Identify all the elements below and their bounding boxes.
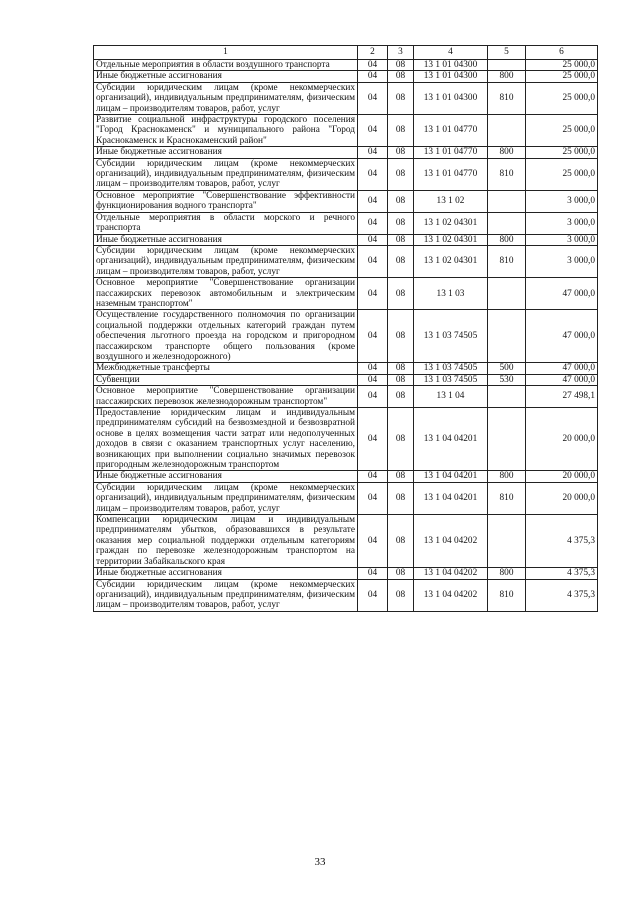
table-row [94,82,598,114]
target-article-cell: 13 1 04 04202 [414,568,488,579]
section-code-cell: 04 [358,310,388,363]
section-code-cell: 04 [358,482,388,514]
row-name-cell: Субсидии юридическим лицам (кроме некоммерческих организаций), индивидуальным предпринимателям, физическим лицам – производителям товаров, работ, услуг [94,82,358,114]
section-code-cell: 04 [358,115,388,147]
expense-type-cell [488,386,526,408]
header-cell: 2 [358,46,388,60]
row-name-cell: Основное мероприятие "Совершенствование эффективности функционирования водного транспорта" [94,190,358,212]
expense-type-cell [488,60,526,71]
target-article-cell: 13 1 02 04301 [414,234,488,245]
row-name-cell: Иные бюджетные ассигнования [94,71,358,82]
subsection-code-cell: 08 [388,568,414,579]
row-name-cell: Развитие социальной инфраструктуры городского поселения "Город Краснокаменск" и муниципального района "Город Краснокаменск и Краснокаменский район" [94,115,358,147]
section-code-cell: 04 [358,363,388,374]
row-name-cell: Иные бюджетные ассигнования [94,568,358,579]
expense-type-cell [488,310,526,363]
subsection-code-cell: 08 [388,147,414,158]
amount-cell: 3 000,0 [526,245,598,277]
target-article-cell: 13 1 03 [414,278,488,310]
table-row [94,471,598,482]
section-code-cell: 04 [358,568,388,579]
table-row [94,386,598,408]
amount-cell: 47 000,0 [526,278,598,310]
expense-type-cell [488,515,526,568]
subsection-code-cell: 08 [388,374,414,385]
target-article-cell: 13 1 04 04201 [414,471,488,482]
expense-type-cell [488,408,526,471]
target-article-cell: 13 1 04 04202 [414,579,488,611]
table-row [94,579,598,611]
expense-type-cell: 800 [488,147,526,158]
row-name-cell: Субсидии юридическим лицам (кроме некоммерческих организаций), индивидуальным предпринимателям, физическим лицам – производителям товаров, работ, услуг [94,482,358,514]
expense-type-cell: 800 [488,71,526,82]
section-code-cell: 04 [358,147,388,158]
table-row [94,158,598,190]
table-row [94,363,598,374]
amount-cell: 25 000,0 [526,71,598,82]
table-row [94,310,598,363]
target-article-cell: 13 1 04 04201 [414,408,488,471]
target-article-cell: 13 1 01 04770 [414,147,488,158]
expense-type-cell: 810 [488,579,526,611]
row-name-cell: Межбюджетные трансферты [94,363,358,374]
budget-table-sheet [93,45,597,612]
expense-type-cell: 810 [488,158,526,190]
subsection-code-cell: 08 [388,234,414,245]
amount-cell: 25 000,0 [526,82,598,114]
expense-type-cell [488,278,526,310]
amount-cell: 47 000,0 [526,374,598,385]
section-code-cell: 04 [358,278,388,310]
expense-type-cell [488,190,526,212]
subsection-code-cell: 08 [388,363,414,374]
subsection-code-cell: 08 [388,115,414,147]
amount-cell: 27 498,1 [526,386,598,408]
table-header-row [94,46,598,60]
subsection-code-cell: 08 [388,579,414,611]
target-article-cell: 13 1 03 74505 [414,310,488,363]
row-name-cell: Отдельные мероприятия в области морского и речного транспорта [94,212,358,234]
section-code-cell: 04 [358,158,388,190]
amount-cell: 4 375,3 [526,515,598,568]
section-code-cell: 04 [358,190,388,212]
subsection-code-cell: 08 [388,245,414,277]
budget-table [93,45,598,612]
expense-type-cell [488,115,526,147]
row-name-cell: Компенсации юридическим лицам и индивидуальным предпринимателям убытков, образовавшихся в результате оказания мер социальной поддержки отдельным категориям граждан по перевозке железнодорожным транспортом на территории Забайкальского края [94,515,358,568]
subsection-code-cell: 08 [388,408,414,471]
subsection-code-cell: 08 [388,60,414,71]
row-name-cell: Субсидии юридическим лицам (кроме некоммерческих организаций), индивидуальным предпринимателям, физическим лицам – производителям товаров, работ, услуг [94,245,358,277]
amount-cell: 3 000,0 [526,190,598,212]
subsection-code-cell: 08 [388,515,414,568]
amount-cell: 25 000,0 [526,158,598,190]
row-name-cell: Основное мероприятие "Совершенствование организации пассажирских перевозок железнодорожным транспортом" [94,386,358,408]
amount-cell: 25 000,0 [526,60,598,71]
row-name-cell: Субвенции [94,374,358,385]
subsection-code-cell: 08 [388,482,414,514]
target-article-cell: 13 1 01 04300 [414,60,488,71]
table-row [94,60,598,71]
table-row [94,408,598,471]
subsection-code-cell: 08 [388,71,414,82]
expense-type-cell: 530 [488,374,526,385]
subsection-code-cell: 08 [388,158,414,190]
section-code-cell: 04 [358,60,388,71]
amount-cell: 47 000,0 [526,363,598,374]
row-name-cell: Предоставление юридическим лицам и индивидуальным предпринимателям субсидий на безвозмездной и безвозвратной основе в целях возмещения части затрат или недополученных доходов в связи с оказанием транспортных услуг населению, возникающих при выполнении социально значимых перевозок пригородным железнодорожным транспортом [94,408,358,471]
section-code-cell: 04 [358,71,388,82]
subsection-code-cell: 08 [388,278,414,310]
table-row [94,212,598,234]
table-row [94,190,598,212]
row-name-cell: Осуществление государственного полномочия по организации социальной поддержки отдельных категорий граждан путем обеспечения льготного проезда на городском и пригородном пассажирском транспорте общего пользования (кроме воздушного и железнодорожного) [94,310,358,363]
amount-cell: 47 000,0 [526,310,598,363]
amount-cell: 20 000,0 [526,482,598,514]
amount-cell: 20 000,0 [526,471,598,482]
target-article-cell: 13 1 01 04300 [414,82,488,114]
subsection-code-cell: 08 [388,190,414,212]
amount-cell: 25 000,0 [526,115,598,147]
subsection-code-cell: 08 [388,386,414,408]
expense-type-cell: 810 [488,82,526,114]
header-cell: 3 [388,46,414,60]
header-cell: 6 [526,46,598,60]
target-article-cell: 13 1 02 04301 [414,245,488,277]
subsection-code-cell: 08 [388,212,414,234]
expense-type-cell: 800 [488,568,526,579]
amount-cell: 4 375,3 [526,568,598,579]
table-row [94,115,598,147]
table-row [94,374,598,385]
section-code-cell: 04 [358,408,388,471]
table-row [94,245,598,277]
section-code-cell: 04 [358,515,388,568]
target-article-cell: 13 1 04 [414,386,488,408]
header-cell: 4 [414,46,488,60]
target-article-cell: 13 1 02 [414,190,488,212]
section-code-cell: 04 [358,374,388,385]
table-row [94,147,598,158]
table-row [94,482,598,514]
section-code-cell: 04 [358,245,388,277]
header-cell: 1 [94,46,358,60]
target-article-cell: 13 1 04 04202 [414,515,488,568]
table-row [94,568,598,579]
page-number: 33 [314,856,326,868]
expense-type-cell: 810 [488,482,526,514]
table-row [94,234,598,245]
expense-type-cell: 800 [488,471,526,482]
target-article-cell: 13 1 01 04300 [414,71,488,82]
row-name-cell: Иные бюджетные ассигнования [94,147,358,158]
row-name-cell: Основное мероприятие "Совершенствование организации пассажирских перевозок автомобильным и электрическим наземным транспортом" [94,278,358,310]
target-article-cell: 13 1 01 04770 [414,158,488,190]
section-code-cell: 04 [358,234,388,245]
amount-cell: 3 000,0 [526,212,598,234]
row-name-cell: Субсидии юридическим лицам (кроме некоммерческих организаций), индивидуальным предпринимателям, физическим лицам – производителям товаров, работ, услуг [94,579,358,611]
target-article-cell: 13 1 03 74505 [414,363,488,374]
target-article-cell: 13 1 03 74505 [414,374,488,385]
section-code-cell: 04 [358,471,388,482]
row-name-cell: Иные бюджетные ассигнования [94,234,358,245]
row-name-cell: Субсидии юридическим лицам (кроме некоммерческих организаций), индивидуальным предпринимателям, физическим лицам – производителям товаров, работ, услуг [94,158,358,190]
amount-cell: 4 375,3 [526,579,598,611]
table-row [94,278,598,310]
target-article-cell: 13 1 02 04301 [414,212,488,234]
subsection-code-cell: 08 [388,82,414,114]
amount-cell: 25 000,0 [526,147,598,158]
expense-type-cell: 500 [488,363,526,374]
subsection-code-cell: 08 [388,310,414,363]
subsection-code-cell: 08 [388,471,414,482]
section-code-cell: 04 [358,212,388,234]
header-cell: 5 [488,46,526,60]
target-article-cell: 13 1 04 04201 [414,482,488,514]
expense-type-cell: 810 [488,245,526,277]
table-row [94,515,598,568]
section-code-cell: 04 [358,82,388,114]
section-code-cell: 04 [358,386,388,408]
row-name-cell: Отдельные мероприятия в области воздушного транспорта [94,60,358,71]
table-row [94,71,598,82]
row-name-cell: Иные бюджетные ассигнования [94,471,358,482]
amount-cell: 3 000,0 [526,234,598,245]
section-code-cell: 04 [358,579,388,611]
expense-type-cell [488,212,526,234]
amount-cell: 20 000,0 [526,408,598,471]
target-article-cell: 13 1 01 04770 [414,115,488,147]
expense-type-cell: 800 [488,234,526,245]
